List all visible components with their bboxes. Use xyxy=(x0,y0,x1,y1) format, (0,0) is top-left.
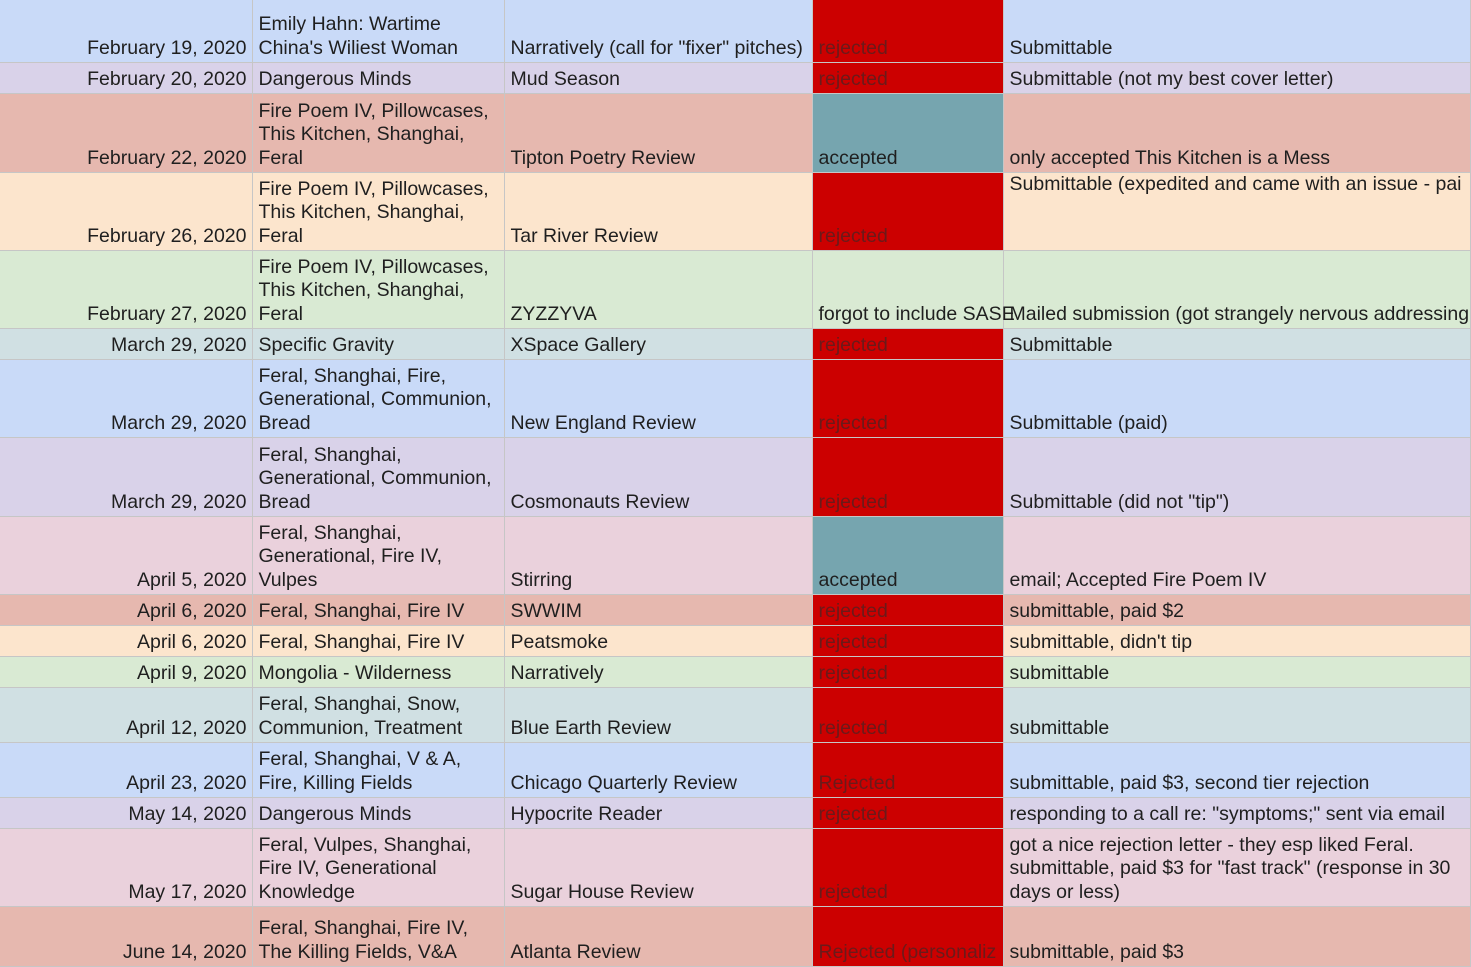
date-cell[interactable]: April 6, 2020 xyxy=(0,625,252,656)
status-cell[interactable]: rejected xyxy=(812,797,1003,828)
status-cell[interactable]: rejected xyxy=(812,656,1003,687)
date-cell[interactable]: February 20, 2020 xyxy=(0,62,252,93)
date-cell[interactable]: April 6, 2020 xyxy=(0,594,252,625)
notes-cell[interactable]: Submittable (expedited and came with an issue - pai xyxy=(1003,172,1470,250)
publication-cell[interactable]: Atlanta Review xyxy=(504,906,812,966)
notes-cell[interactable]: submittable xyxy=(1003,687,1470,742)
notes-cell[interactable]: submittable, paid $3 xyxy=(1003,906,1470,966)
table-row xyxy=(0,516,1470,594)
table-row xyxy=(0,906,1470,966)
status-cell[interactable]: rejected xyxy=(812,0,1003,62)
status-cell[interactable]: rejected xyxy=(812,594,1003,625)
poems-cell[interactable]: Feral, Vulpes, Shanghai, Fire IV, Generational Knowledge xyxy=(252,828,504,906)
notes-cell[interactable]: Submittable (paid) xyxy=(1003,359,1470,437)
status-cell[interactable]: rejected xyxy=(812,359,1003,437)
table-row xyxy=(0,656,1470,687)
notes-cell[interactable]: got a nice rejection letter - they esp liked Feral. submittable, paid $3 for "fast track" (response in 30 days or less) xyxy=(1003,828,1470,906)
status-cell[interactable]: accepted xyxy=(812,93,1003,172)
date-cell[interactable]: February 27, 2020 xyxy=(0,250,252,328)
publication-cell[interactable]: Sugar House Review xyxy=(504,828,812,906)
poems-cell[interactable]: Fire Poem IV, Pillowcases, This Kitchen, Shanghai, Feral xyxy=(252,250,504,328)
notes-cell[interactable]: submittable, didn't tip xyxy=(1003,625,1470,656)
date-cell[interactable]: March 29, 2020 xyxy=(0,359,252,437)
notes-cell[interactable]: only accepted This Kitchen is a Mess xyxy=(1003,93,1470,172)
table-row xyxy=(0,437,1470,516)
poems-cell[interactable]: Feral, Shanghai, Fire, Generational, Communion, Bread xyxy=(252,359,504,437)
poems-cell[interactable]: Feral, Shanghai, Generational, Communion, Bread xyxy=(252,437,504,516)
status-cell[interactable]: rejected xyxy=(812,62,1003,93)
notes-cell[interactable]: Submittable xyxy=(1003,328,1470,359)
poems-cell[interactable]: Emily Hahn: Wartime China's Wiliest Woman xyxy=(252,0,504,62)
table-row xyxy=(0,797,1470,828)
table-row xyxy=(0,625,1470,656)
status-cell[interactable]: rejected xyxy=(812,625,1003,656)
poems-cell[interactable]: Feral, Shanghai, Fire IV xyxy=(252,594,504,625)
status-cell[interactable]: rejected xyxy=(812,172,1003,250)
table-row xyxy=(0,250,1470,328)
date-cell[interactable]: March 29, 2020 xyxy=(0,437,252,516)
poems-cell[interactable]: Feral, Shanghai, V & A, Fire, Killing Fields xyxy=(252,742,504,797)
status-cell[interactable]: rejected xyxy=(812,687,1003,742)
publication-cell[interactable]: Tar River Review xyxy=(504,172,812,250)
date-cell[interactable]: May 17, 2020 xyxy=(0,828,252,906)
date-cell[interactable]: February 19, 2020 xyxy=(0,0,252,62)
poems-cell[interactable]: Feral, Shanghai, Generational, Fire IV, Vulpes xyxy=(252,516,504,594)
publication-cell[interactable]: Narratively xyxy=(504,656,812,687)
notes-cell[interactable]: submittable, paid $2 xyxy=(1003,594,1470,625)
status-cell[interactable]: Rejected (personaliz xyxy=(812,906,1003,966)
status-cell[interactable]: rejected xyxy=(812,437,1003,516)
notes-cell[interactable]: Submittable xyxy=(1003,0,1470,62)
table-row xyxy=(0,742,1470,797)
poems-cell[interactable]: Feral, Shanghai, Fire IV, The Killing Fields, V&A xyxy=(252,906,504,966)
date-cell[interactable]: February 22, 2020 xyxy=(0,93,252,172)
publication-cell[interactable]: Mud Season xyxy=(504,62,812,93)
publication-cell[interactable]: Tipton Poetry Review xyxy=(504,93,812,172)
publication-cell[interactable]: New England Review xyxy=(504,359,812,437)
publication-cell[interactable]: Hypocrite Reader xyxy=(504,797,812,828)
notes-cell[interactable]: responding to a call re: "symptoms;" sent via email xyxy=(1003,797,1470,828)
publication-cell[interactable]: XSpace Gallery xyxy=(504,328,812,359)
publication-cell[interactable]: SWWIM xyxy=(504,594,812,625)
table-row xyxy=(0,687,1470,742)
publication-cell[interactable]: Peatsmoke xyxy=(504,625,812,656)
poems-cell[interactable]: Dangerous Minds xyxy=(252,62,504,93)
poems-cell[interactable]: Mongolia - Wilderness xyxy=(252,656,504,687)
poems-cell[interactable]: Specific Gravity xyxy=(252,328,504,359)
poems-cell[interactable]: Fire Poem IV, Pillowcases, This Kitchen, Shanghai, Feral xyxy=(252,93,504,172)
poems-cell[interactable]: Fire Poem IV, Pillowcases, This Kitchen, Shanghai, Feral xyxy=(252,172,504,250)
table-row xyxy=(0,0,1470,62)
publication-cell[interactable]: Narratively (call for "fixer" pitches) xyxy=(504,0,812,62)
date-cell[interactable]: February 26, 2020 xyxy=(0,172,252,250)
publication-cell[interactable]: Chicago Quarterly Review xyxy=(504,742,812,797)
date-cell[interactable]: April 23, 2020 xyxy=(0,742,252,797)
date-cell[interactable]: March 29, 2020 xyxy=(0,328,252,359)
notes-cell[interactable]: submittable xyxy=(1003,656,1470,687)
publication-cell[interactable]: Cosmonauts Review xyxy=(504,437,812,516)
poems-cell[interactable]: Feral, Shanghai, Fire IV xyxy=(252,625,504,656)
publication-cell[interactable]: ZYZZYVA xyxy=(504,250,812,328)
status-cell[interactable]: rejected xyxy=(812,328,1003,359)
date-cell[interactable]: April 12, 2020 xyxy=(0,687,252,742)
date-cell[interactable]: April 5, 2020 xyxy=(0,516,252,594)
status-cell[interactable]: forgot to include SASE xyxy=(812,250,1003,328)
poems-cell[interactable]: Dangerous Minds xyxy=(252,797,504,828)
notes-cell[interactable]: Mailed submission (got strangely nervous addressing xyxy=(1003,250,1470,328)
date-cell[interactable]: June 14, 2020 xyxy=(0,906,252,966)
publication-cell[interactable]: Stirring xyxy=(504,516,812,594)
status-cell[interactable]: accepted xyxy=(812,516,1003,594)
status-cell[interactable]: Rejected xyxy=(812,742,1003,797)
notes-cell[interactable]: Submittable (did not "tip") xyxy=(1003,437,1470,516)
date-cell[interactable]: April 9, 2020 xyxy=(0,656,252,687)
poems-cell[interactable]: Feral, Shanghai, Snow, Communion, Treatment xyxy=(252,687,504,742)
table-row xyxy=(0,93,1470,172)
table-row xyxy=(0,828,1470,906)
table-row xyxy=(0,359,1470,437)
status-cell[interactable]: rejected xyxy=(812,828,1003,906)
notes-cell[interactable]: submittable, paid $3, second tier rejection xyxy=(1003,742,1470,797)
notes-cell[interactable]: Submittable (not my best cover letter) xyxy=(1003,62,1470,93)
publication-cell[interactable]: Blue Earth Review xyxy=(504,687,812,742)
notes-cell[interactable]: email; Accepted Fire Poem IV xyxy=(1003,516,1470,594)
table-row xyxy=(0,172,1470,250)
table-row xyxy=(0,328,1470,359)
table-row xyxy=(0,594,1470,625)
date-cell[interactable]: May 14, 2020 xyxy=(0,797,252,828)
table-row xyxy=(0,62,1470,93)
